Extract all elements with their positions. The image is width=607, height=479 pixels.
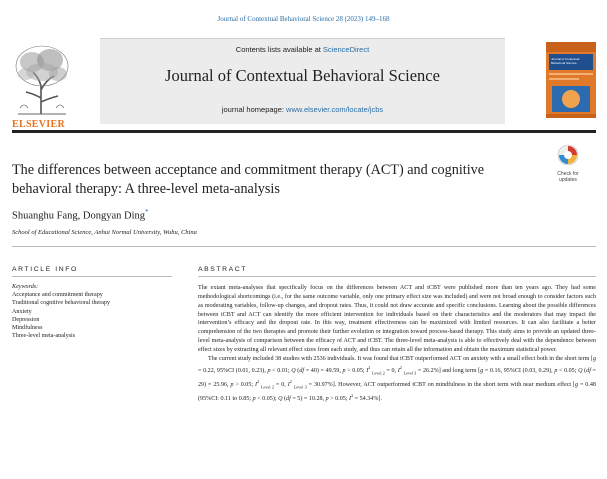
stat-sub: Level 3 (403, 369, 417, 375)
stat-symbol: I (397, 367, 400, 374)
abstract-text: = 54.34%]. (353, 395, 382, 402)
keywords-label: Keywords: (12, 284, 39, 290)
stat-sup: 2 (351, 392, 354, 398)
homepage-link[interactable]: www.elsevier.com/locate/jcbs (286, 105, 384, 114)
stat-symbol: p (342, 367, 346, 374)
keyword-item: Depression (12, 316, 40, 323)
author-names[interactable]: Shuanghu Fang, Dongyan Ding (12, 210, 145, 222)
abstract-text: The current study included 38 studies with 2536 individuals. It was found that tCBT outperformed ACT on anxiety with a small effect both in the short term [ (208, 355, 593, 362)
abstract-text: = 0, (274, 381, 288, 388)
stat-sub: Level 2 (372, 369, 385, 375)
author-list (12, 208, 149, 222)
abstract-text: < 0.05); (255, 395, 279, 402)
abstract-paragraph-1: The extant meta-analyses that specifically focus on the differences between ACT and tCBT were published more than ten years ago. They had some methodological shortcomings (i.e., for the same outcome variable, only one primary effect size was included) and were not broad enough to consider factors such as moderating variables, follow-up changes, and dropout rates. Thus, it could not draw accurate and specific conclusions. Learning about the possible differences between tCBT and ACT can identify the more efficient intervention for individuals based on their characteristics and the moderators that may impact the intervention’s efficacy and the dropout rate. In this way, treatment effectiveness can be maximized with limited resources. It can also facilitate a better comprehension of the two therapies and promote their further evolution or integration toward process-based therapy. This study aims to provide an updated three-level meta-analysis of comparison between the efficacy of ACT and tCBT. The three-level meta-analysis is able to effectively deal with the dependence between effect sizes by extracting all relevant effect sizes from each study, and thus can retain all the information and obtain the maximum statistical power. (198, 285, 596, 353)
stat-symbol: df (299, 367, 305, 374)
abstract-text: = 40) = 49.59, (304, 367, 343, 374)
abstract-text: < 0.01; (270, 367, 292, 374)
stat-symbol: df (586, 367, 591, 374)
elsevier-tree-icon (12, 42, 72, 116)
abstract-text: > 0.05; (328, 395, 350, 402)
stat-symbol: g (575, 381, 579, 388)
abstract-paragraph-2 (198, 355, 596, 404)
article-info-heading: ARTICLE INFO (12, 266, 78, 273)
contents-prefix: Contents lists available at (235, 45, 323, 54)
abstract-rule (198, 276, 596, 277)
journal-cover-thumbnail[interactable] (546, 42, 596, 118)
abstract-text: = 26.2%] and long term [ (416, 367, 481, 374)
homepage-prefix: journal homepage: (221, 105, 287, 114)
stat-sup: 2 (289, 378, 292, 384)
author-affiliation: School of Educational Science, Anhui Normal University, Wuhu, China (12, 229, 197, 236)
abstract-heading: ABSTRACT (198, 266, 248, 273)
crossmark-label-2: updates (559, 177, 577, 183)
abstract-text: = 0.16, 95%CI (0.03, 0.29), (483, 367, 555, 374)
abstract-text: = 0, (384, 367, 398, 374)
crossmark-label-1: Check for (557, 171, 579, 177)
stat-symbol: p (252, 395, 256, 402)
stat-sub: Level 3 (293, 383, 307, 389)
abstract-text: ( (282, 395, 287, 402)
elsevier-logo[interactable] (12, 42, 72, 132)
keyword-item: Mindfulness (12, 325, 43, 332)
stat-symbol: I (349, 395, 352, 402)
stat-sub: Level 2 (260, 383, 275, 389)
article-title: The differences between acceptance and commitment therapy (ACT) and cognitive behavioral therapy: A three-level meta-analysis (12, 162, 485, 197)
keyword-item: Acceptance and commitment therapy (12, 292, 103, 299)
journal-masthead (12, 38, 596, 130)
stat-symbol: I (254, 381, 257, 388)
journal-header-band (100, 38, 505, 124)
section-divider (12, 246, 596, 247)
crossmark-icon (557, 144, 579, 166)
abstract-text: > 0.05; (345, 367, 367, 374)
abstract-body (198, 284, 596, 404)
stat-sup: 2 (368, 364, 371, 370)
cover-label: Journal of Contextual Behavioral Science (551, 57, 580, 65)
stat-symbol: p (230, 381, 234, 388)
stat-symbol: Q (278, 395, 283, 402)
stat-symbol: df (286, 395, 291, 402)
keyword-item: Three-level meta-analysis (12, 333, 76, 340)
contents-line (100, 45, 505, 54)
stat-symbol: p (267, 367, 271, 374)
stat-sup: 2 (256, 378, 260, 384)
header-divider (12, 130, 596, 133)
stat-symbol: Q (578, 367, 583, 374)
abstract-text: = 0.22, 95%CI (0.01, 0.23), (198, 367, 268, 374)
stat-symbol: I (366, 367, 369, 374)
stat-symbol: g (592, 355, 596, 362)
keyword-item: Anxiety (12, 308, 32, 315)
abstract-text: = 5) = 10.28, (290, 395, 326, 402)
homepage-line (100, 105, 505, 114)
abstract-text: ( (582, 367, 587, 374)
abstract-text: = 0.48 (95%CI: 0.11 to 0.85; (198, 381, 596, 402)
abstract-text: < 0.05; (557, 367, 579, 374)
stat-symbol: Q (291, 367, 296, 374)
article-info-rule (12, 276, 172, 277)
keywords-list (12, 283, 182, 340)
abstract-text: = 30.97%]. However, ACT outperformed tCBT on mindfulness in the short term with near medium effect [ (306, 381, 576, 388)
abstract-text: > 0.05; (233, 381, 255, 388)
journal-cover-image (546, 42, 596, 118)
journal-title[interactable]: Journal of Contextual Behavioral Science (165, 66, 440, 85)
stat-symbol: p (325, 395, 329, 402)
keyword-item: Traditional cognitive behavioral therapy (12, 300, 111, 307)
abstract-text: = 29) = 25.96, (198, 367, 596, 388)
publisher-name: ELSEVIER (12, 119, 65, 130)
journal-citation[interactable]: Journal of Contextual Behavioral Science 28 (2023) 149–168 (217, 15, 390, 23)
check-for-updates-badge[interactable] (553, 144, 583, 184)
sciencedirect-link[interactable]: ScienceDirect (322, 45, 370, 54)
abstract-text: ( (295, 367, 300, 374)
stat-symbol: g (480, 367, 484, 374)
stat-symbol: p (554, 367, 558, 374)
stat-symbol: I (287, 381, 290, 388)
stat-sup: 2 (399, 364, 402, 370)
corresponding-author-mark[interactable]: * (145, 208, 149, 216)
